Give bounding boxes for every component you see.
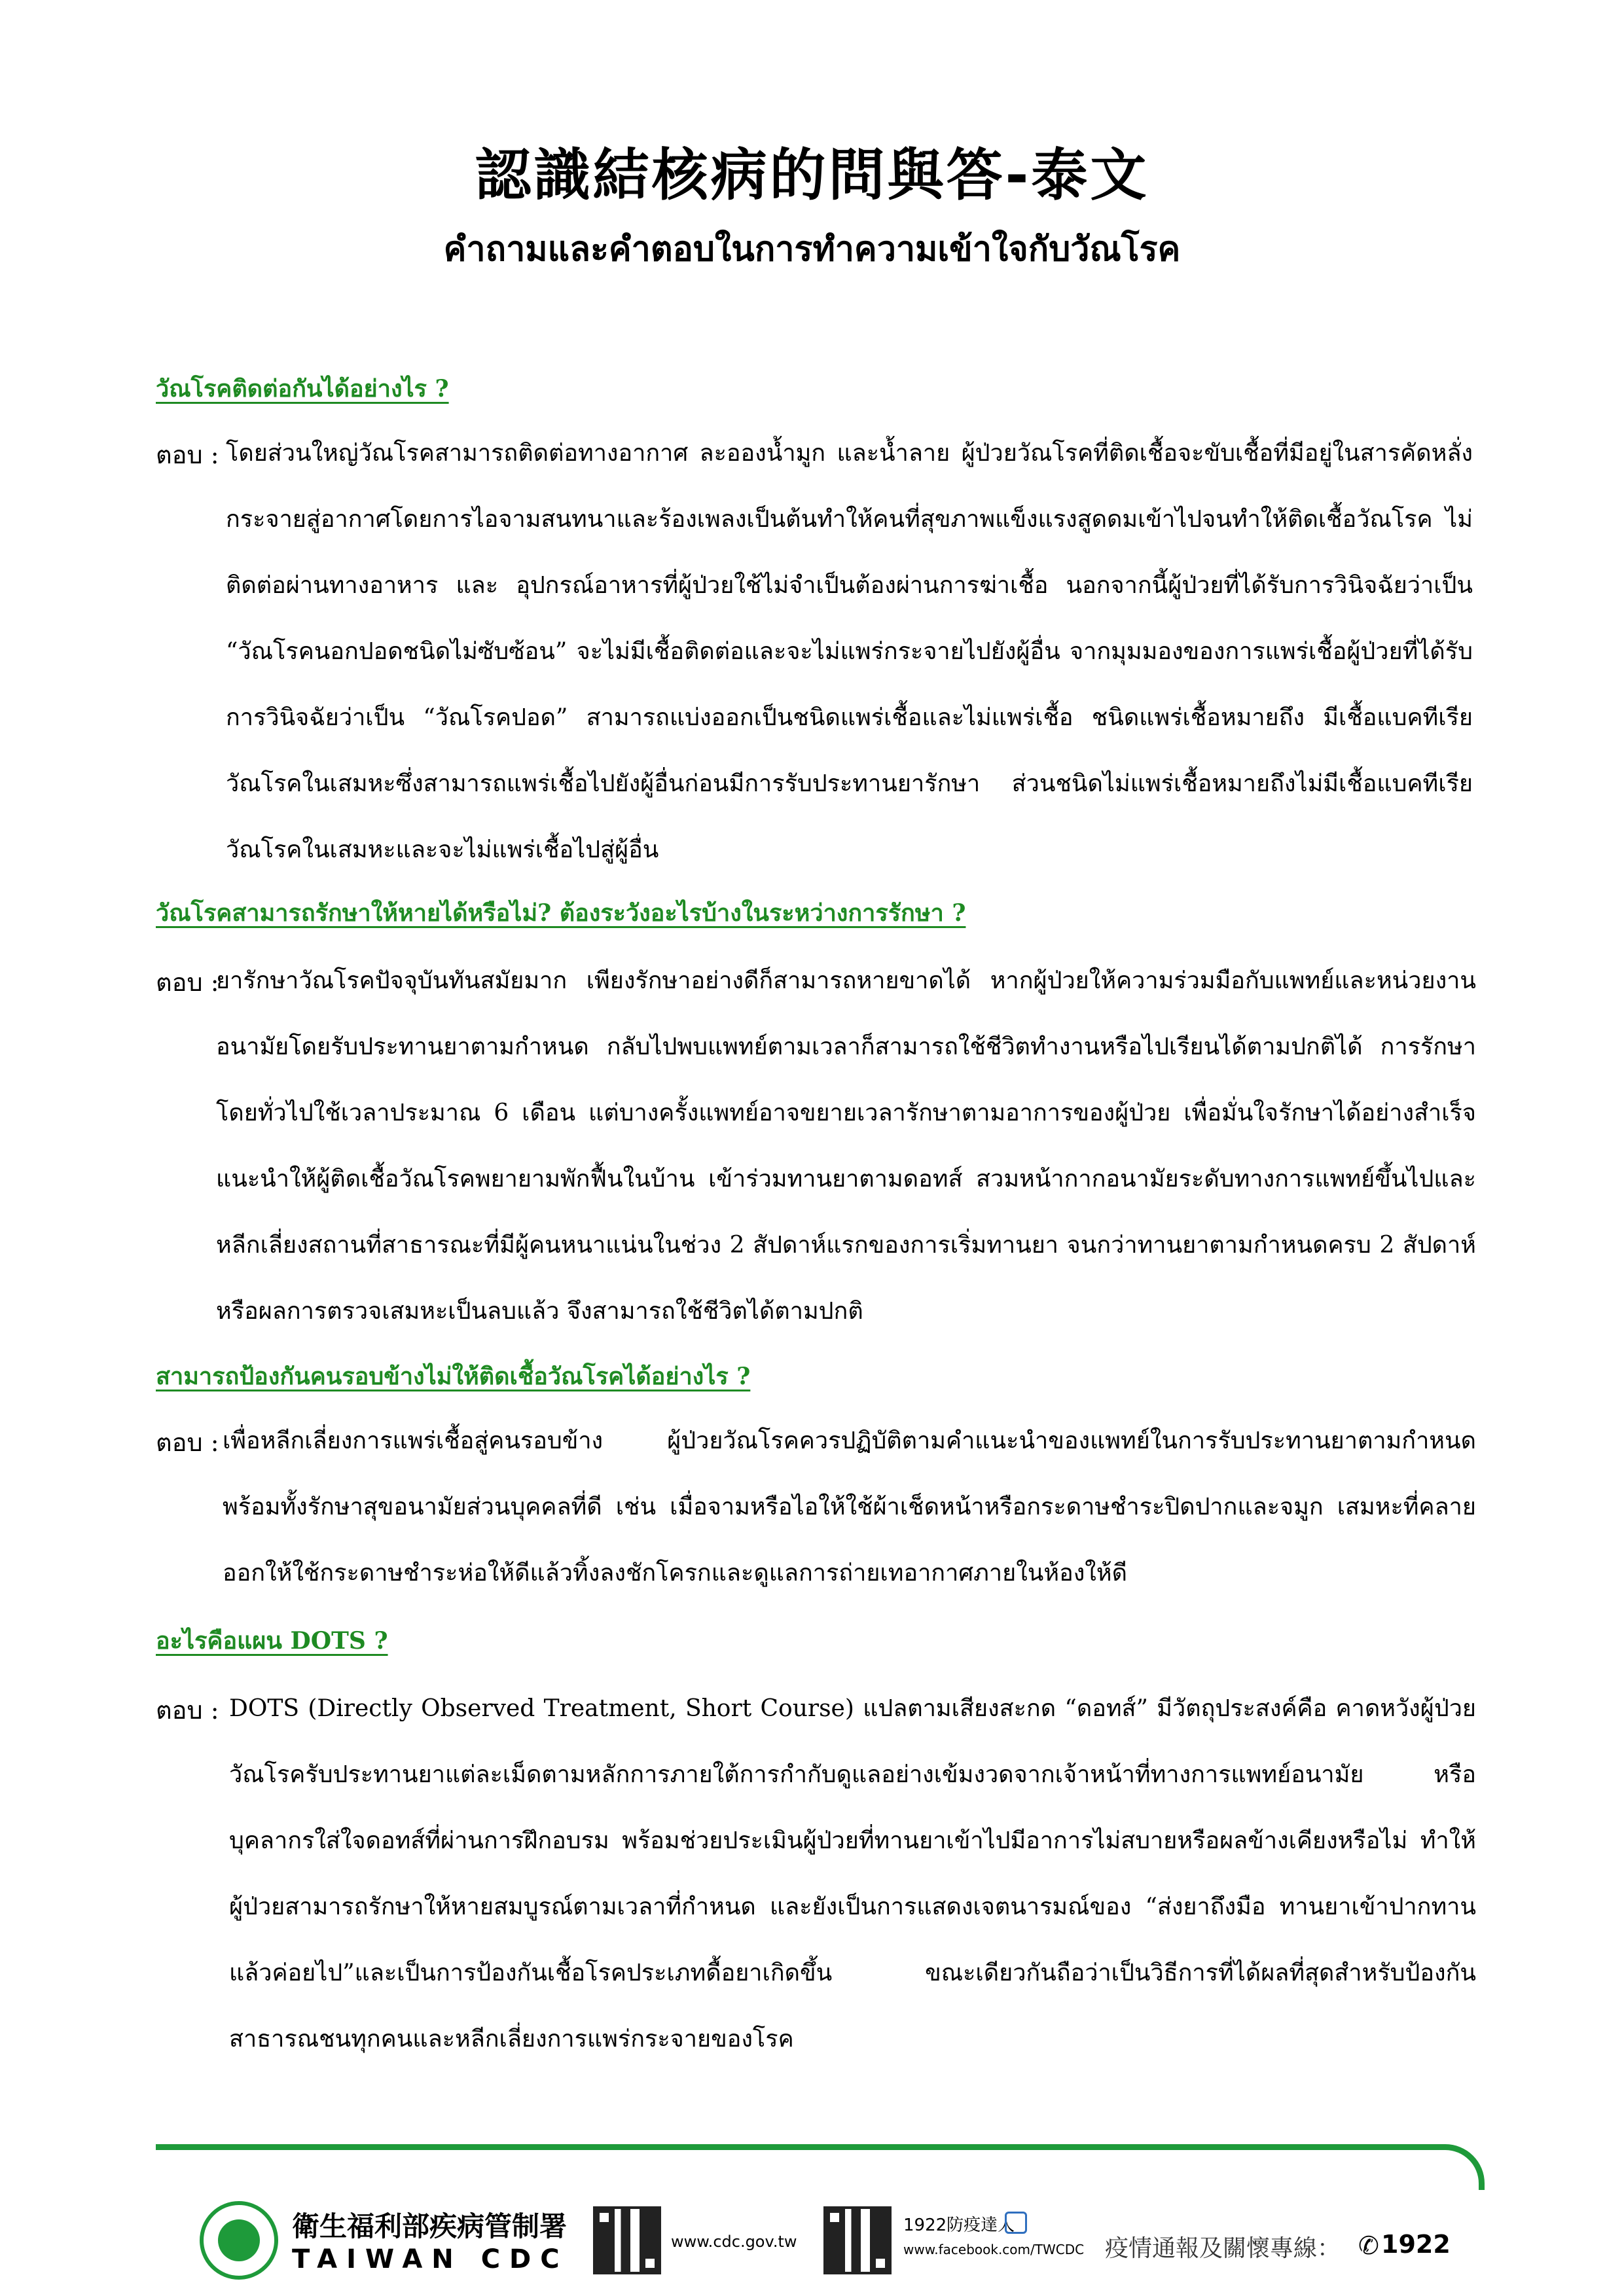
answer-2: ยารักษาวัณโรคปัจจุบันทันสมัยมาก เพียงรักษาอย่างดีก็สามารถหายขาดได้ หากผู้ป่วยให้ความร่วมมือกับแพทย์และหน่วยงานอนามัยโดยรับประทานยาตามกำหนด กลับไปพบแพทย์ตามเวลาก็สามารถใช้ชีวิตทำงานหรือไปเรียนได้ตามปกติได้ การรักษาโดยทั่วไปใช้เวลาประมาณ 6 เดือน แต่บางครั้งแพทย์อาจขยายเวลารักษาตามอาการของผู้ป่วย เพื่อมั่นใจรักษาได้อย่างสำเร็จแนะนำให้ผู้ติดเชื้อวัณโรคพยายามพักฟื้นในบ้าน เข้าร่วมทานยาตามดอทส์ สวมหน้ากากอนามัยระดับทางการแพทย์ขึ้นไปและหลีกเลี่ยงสถานที่สาธารณะที่มีผู้คนหนาแน่นในช่วง 2 สัปดาห์แรกของการเริ่มทานยา จนกว่าทานยาตามกำหนดครบ 2 สัปดาห์ หรือผลการตรวจเสมหะเป็นลบแล้ว จึงสามารถใช้ชีวิตได้ตามปกติ: [216, 967, 1476, 1325]
org-name-english: TAIWAN CDC: [292, 2244, 569, 2274]
page-title-chinese: 認識結核病的問與答-泰文: [475, 143, 1149, 208]
website-qr-code-icon: [596, 2209, 659, 2272]
answer-3: เพื่อหลีกเลี่ยงการแพร่เชื้อสู่คนรอบข้าง ผู้ป่วยวัณโรคควรปฏิบัติตามคำแนะนำของแพทย์ในการรับประทานยาตามกำหนด พร้อมทั้งรักษาสุขอนามัยส่วนบุคคลที่ดี เช่น เมื่อจามหรือไอให้ใช้ผ้าเช็ดหน้าหรือกระดาษชำระปิดปากและจมูก เสมหะที่คลายออกให้ใช้กระดาษชำระห่อให้ดีแล้วทิ้งลงชักโครกและดูแลการถ่ายเทอากาศภายในห้องให้ดี: [223, 1427, 1476, 1587]
answer-4: DOTS (Directly Observed Treatment, Short Course) แปลตามเสียงสะกด “ดอทส์” มีวัตถุประสงค์คือ คาดหวังผู้ป่วยวัณโรครับประทานยาแต่ละเม็ดตามหลักการภายใต้การกำกับดูแลอย่างเข้มงวดจากเจ้าหน้าที่ทางการแพทย์อนามัย หรือบุคลากรใส่ใจดอทส์ที่ผ่านการฝึกอบรม พร้อมช่วยประเมินผู้ป่วยที่ทานยาเข้าไปมีอาการไม่สบายหรือผลข้างเคียงหรือไม่ ทำให้ผู้ป่วยสามารถรักษาให้หายสมบูรณ์ตามเวลาที่กำหนด และยังเป็นการแสดงเจตนารมณ์ของ “ส่งยาถึงมือ ทานยาเข้าปากทานแล้วค่อยไป”และเป็นการป้องกันเชื้อโรคประเภทดื้อยาเกิดขึ้น ขณะเดียวกันถือว่าเป็นวิธีการที่ได้ผลที่สุดสำหรับป้องกันสาธารณชนทุกคนและหลีกเลี่ยงการแพร่กระจายของโรค: [229, 1695, 1476, 2053]
website-url[interactable]: www.cdc.gov.tw: [671, 2233, 797, 2251]
page-title-thai: คำถามและคำตอบในการทำความเข้าใจกับวัณโรค: [443, 230, 1181, 269]
answer-1: โดยส่วนใหญ่วัณโรคสามารถติดต่อทางอากาศ ละอองน้ำมูก และน้ำลาย ผู้ป่วยวัณโรคที่ติดเชื้อจะขับเชื้อที่มีอยู่ในสารคัดหลั่งกระจายสู่อากาศโดยการไอจามสนทนาและร้องเพลงเป็นต้นทำให้คนที่สุขภาพแข็งแรงสูดดมเข้าไปจนทำให้ติดเชื้อวัณโรค ไม่ติดต่อผ่านทางอาหาร และ อุปกรณ์อาหารที่ผู้ป่วยใช้ไม่จำเป็นต้องผ่านการฆ่าเชื้อ นอกจากนี้ผู้ป่วยที่ได้รับการวินิจฉัยว่าเป็น “วัณโรคนอกปอดชนิดไม่ซับซ้อน” จะไม่มีเชื้อติดต่อและจะไม่แพร่กระจายไปยังผู้อื่น จากมุมมองของการแพร่เชื้อผู้ป่วยที่ได้รับการวินิจฉัยว่าเป็น “วัณโรคปอด” สามารถแบ่งออกเป็นชนิดแพร่เชื้อและไม่แพร่เชื้อ ชนิดแพร่เชื้อหมายถึง มีเชื้อแบคทีเรียวัณโรคในเสมหะซึ่งสามารถแพร่เชื้อไปยังผู้อื่นก่อนมีการรับประทานยารักษา ส่วนชนิดไม่แพร่เชื้อหมายถึงไม่มีเชื้อแบคทีเรียวัณโรคในเสมหะและจะไม่แพร่เชื้อไปสู่ผู้อื่น: [226, 440, 1473, 863]
hotline-label: 疫情通報及關懷專線：: [1105, 2235, 1341, 2262]
facebook-page-name: 1922防疫達人: [903, 2215, 1015, 2235]
answer-label-1: ตอบ :: [156, 440, 219, 469]
facebook-qr-code-icon: [826, 2209, 889, 2272]
question-1: วัณโรคติดต่อกันได้อย่างไร ?: [156, 375, 449, 403]
answer-label-4: ตอบ :: [156, 1696, 219, 1725]
question-2: วัณโรคสามารถรักษาให้หายได้หรือไม่? ต้องระวังอะไรบ้างในระหว่างการรักษา ?: [156, 899, 966, 927]
question-4: อะไรคือแผน DOTS ?: [156, 1627, 388, 1655]
facebook-url[interactable]: www.facebook.com/TWCDC: [903, 2242, 1085, 2257]
facebook-like-icon: [1005, 2212, 1027, 2234]
cdc-logo-icon: [200, 2201, 278, 2280]
answer-label-2: ตอบ :: [156, 968, 219, 997]
footer: [0, 2196, 1624, 2287]
cdc-logo-mark: [218, 2219, 260, 2261]
hotline-number: 1922: [1381, 2230, 1451, 2259]
org-name-chinese: 衛生福利部疾病管制署: [292, 2210, 568, 2242]
answer-label-3: ตอบ :: [156, 1428, 219, 1457]
question-3: สามารถป้องกันคนรอบข้างไม่ให้ติดเชื้อวัณโรคได้อย่างไร ?: [156, 1363, 751, 1390]
footer-green-line: [156, 2144, 1485, 2190]
phone-icon: ✆: [1358, 2231, 1379, 2260]
